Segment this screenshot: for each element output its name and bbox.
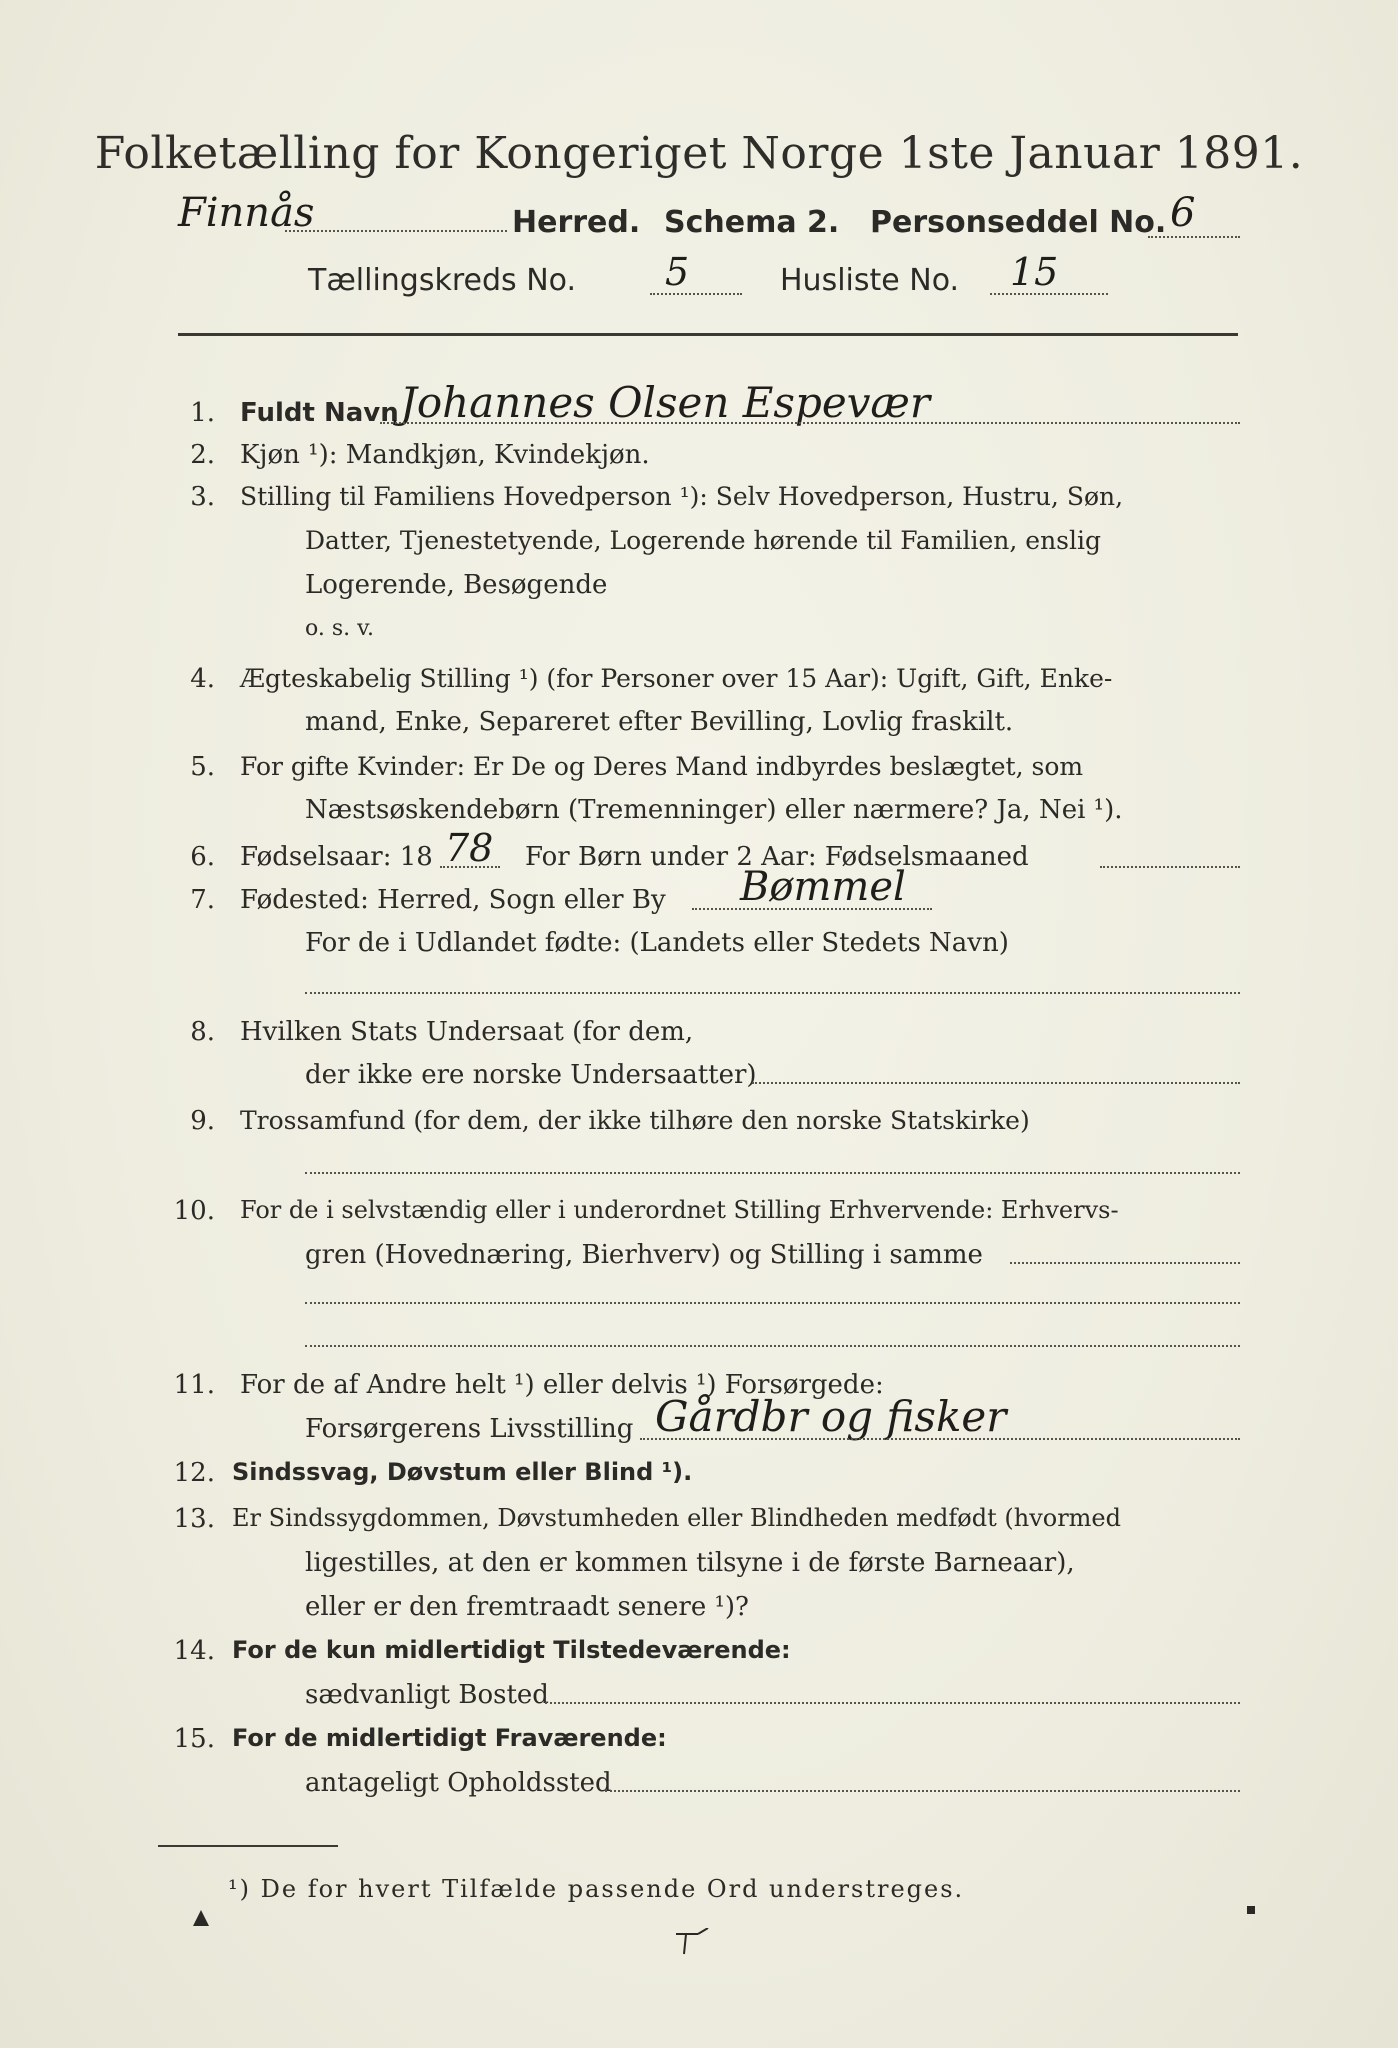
- q11-number: 11.: [173, 1370, 215, 1400]
- q11-dots: [640, 1438, 1240, 1440]
- q8-number: 8.: [190, 1017, 215, 1047]
- kreds-label: Tællingskreds No.: [308, 263, 576, 298]
- husliste-value: 15: [1010, 250, 1059, 294]
- q3-line2: Datter, Tjenestetyende, Logerende hørende til Familien, enslig: [305, 526, 1102, 555]
- q10-dots-c: [305, 1345, 1240, 1347]
- q11-line2: Forsørgerens Livsstilling: [305, 1414, 634, 1444]
- q5-line2: Næstsøskendebørn (Tremenninger) eller nærmere? Ja, Nei ¹).: [305, 795, 1123, 825]
- q6-month-dots: [1100, 866, 1240, 868]
- q12-number: 12.: [173, 1458, 215, 1488]
- q14-line1: For de kun midlertidigt Tilstedeværende:: [232, 1636, 791, 1664]
- q7-dots: [692, 908, 932, 910]
- q5-number: 5.: [190, 752, 215, 782]
- q7-line2: For de i Udlandet fødte: (Landets eller Stedets Navn): [305, 928, 1009, 958]
- q10-number: 10.: [173, 1196, 215, 1226]
- q1-value: Johannes Olsen Espevær: [400, 378, 930, 427]
- footnote-rule: [158, 1845, 338, 1847]
- q5-line1: For gifte Kvinder: Er De og Deres Mand indbyrdes beslægtet, som: [240, 752, 1084, 781]
- q15-number: 15.: [173, 1724, 215, 1754]
- q9-line1: Trossamfund (for dem, der ikke tilhøre den norske Statskirke): [240, 1106, 1030, 1135]
- husliste-dots: [990, 293, 1108, 295]
- q4-line2: mand, Enke, Separeret efter Bevilling, Lovlig fraskilt.: [305, 707, 1014, 737]
- q4-number: 4.: [190, 664, 215, 694]
- kreds-dots: [650, 293, 742, 295]
- q14-number: 14.: [173, 1636, 215, 1666]
- q8-dots: [752, 1082, 1240, 1084]
- q10-line1: For de i selvstændig eller i underordnet Stilling Erhvervende: Erhvervs-: [240, 1196, 1119, 1224]
- personseddel-value: 6: [1170, 190, 1196, 236]
- q13-number: 13.: [173, 1504, 215, 1534]
- q6-dots: [440, 866, 500, 868]
- q8-line2: der ikke ere norske Undersaatter): [305, 1060, 757, 1090]
- q6-label: Fødselsaar: 18: [240, 842, 433, 872]
- q1-label: Fuldt Navn: [240, 398, 399, 428]
- stray-pen-mark: [672, 1928, 712, 1958]
- q11-line1: For de af Andre helt ¹) eller delvis ¹) Forsørgede:: [240, 1370, 884, 1400]
- q1-number: 1.: [190, 398, 215, 428]
- corner-mark-right: [1247, 1906, 1255, 1914]
- q14-dots: [545, 1702, 1240, 1704]
- q10-dots-b: [305, 1302, 1240, 1304]
- kreds-value: 5: [665, 250, 690, 294]
- footnote: ¹) De for hvert Tilfælde passende Ord understreges.: [228, 1875, 965, 1903]
- q7-value: Bømmel: [740, 864, 906, 910]
- herred-dots: [285, 230, 507, 232]
- husliste-label: Husliste No.: [780, 263, 960, 298]
- form-title: Folketælling for Kongeriget Norge 1ste Januar 1891.: [94, 128, 1304, 179]
- q9-number: 9.: [190, 1106, 215, 1136]
- personseddel-dots: [1148, 236, 1240, 238]
- q7-foreign-dots: [305, 992, 1240, 994]
- q3-line3: Logerende, Besøgende: [305, 570, 608, 600]
- herred-value: Finnås: [178, 190, 315, 236]
- q9-dots: [305, 1172, 1240, 1174]
- q10-dots-a: [1010, 1262, 1240, 1264]
- q13-line3: eller er den fremtraadt senere ¹)?: [305, 1592, 749, 1622]
- q7-label: Fødested: Herred, Sogn eller By: [240, 885, 666, 915]
- q10-line2: gren (Hovednæring, Bierhverv) og Stilling i samme: [305, 1240, 983, 1270]
- q15-line1: For de midlertidigt Fraværende:: [232, 1724, 667, 1752]
- q15-line2: antageligt Opholdssted: [305, 1768, 612, 1798]
- herred-label: Herred.: [512, 205, 641, 240]
- q2-text: Kjøn ¹): Mandkjøn, Kvindekjøn.: [240, 440, 650, 470]
- q7-number: 7.: [190, 885, 215, 915]
- q6-number: 6.: [190, 842, 215, 872]
- q12-line1: Sindssvag, Døvstum eller Blind ¹).: [232, 1458, 693, 1486]
- q3-number: 3.: [190, 482, 215, 512]
- q8-line1: Hvilken Stats Undersaat (for dem,: [240, 1017, 694, 1047]
- corner-mark-left: [193, 1910, 209, 1926]
- q13-line1: Er Sindssygdommen, Døvstumheden eller Blindheden medfødt (hvormed: [232, 1504, 1121, 1532]
- q6-value: 78: [445, 826, 494, 870]
- q11-value: Gårdbr og fisker: [655, 1392, 1007, 1441]
- q3-line4: o. s. v.: [305, 616, 374, 641]
- q15-dots: [605, 1790, 1240, 1792]
- personseddel-label: Personseddel No.: [870, 205, 1167, 240]
- q2-number: 2.: [190, 440, 215, 470]
- header-rule: [178, 333, 1238, 336]
- q1-dots: [380, 422, 1240, 424]
- schema-label: Schema 2.: [664, 205, 840, 240]
- q4-line1: Ægteskabelig Stilling ¹) (for Personer over 15 Aar): Ugift, Gift, Enke-: [240, 664, 1113, 693]
- q6-label2: For Børn under 2 Aar: Fødselsmaaned: [525, 842, 1029, 872]
- q3-line1: Stilling til Familiens Hovedperson ¹): Selv Hovedperson, Hustru, Søn,: [240, 482, 1124, 511]
- q14-line2: sædvanligt Bosted: [305, 1680, 549, 1710]
- q13-line2: ligestilles, at den er kommen tilsyne i de første Barneaar),: [305, 1548, 1075, 1578]
